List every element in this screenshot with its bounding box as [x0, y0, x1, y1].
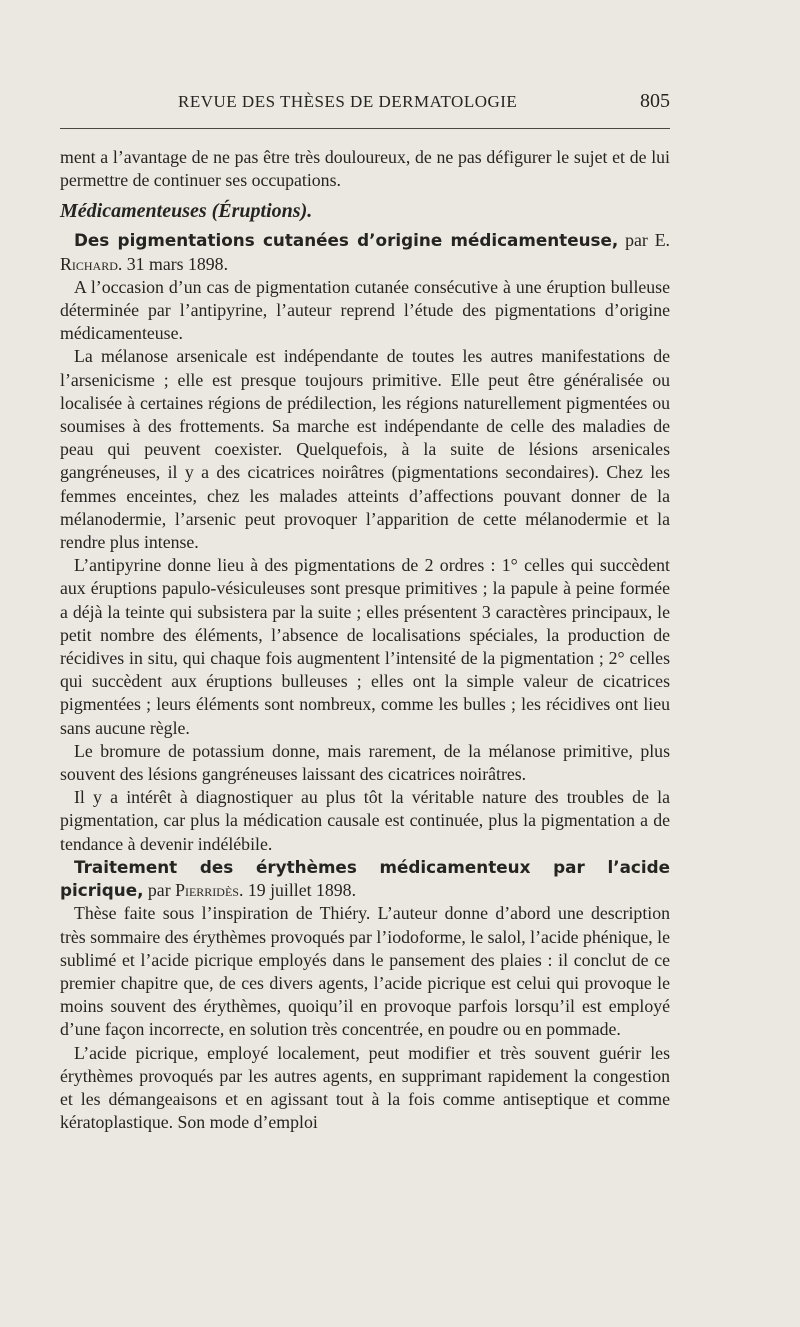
- paragraph: Thèse faite sous l’inspiration de Thiéry. L’auteur donne d’abord une description très sommaire des érythèmes provoqués par l’iodoforme, le salol, l’acide phénique, le sublimé et l’acide picrique employés dans le pansement des plaies : il conclut de ce premier chapitre que, de ces divers agents, l’acide picrique est celui qui provoque le moins souvent des érythèmes, quoiqu’il en provoque parfois lorsqu’il est employé d’une façon incorrecte, en solution très concentrée, en poudre ou en pommade.: [60, 903, 670, 1040]
- continuation-paragraph: ment a l’avantage de ne pas être très douloureux, de ne pas défigurer le sujet et de lui permettre de continuer ses occupations.: [60, 147, 670, 191]
- entry-by: par: [143, 880, 176, 901]
- body-text: [60, 146, 670, 1134]
- entry-heading: [60, 856, 670, 902]
- running-title: REVUE DES THÈSES DE DERMATOLOGIE: [178, 92, 518, 111]
- entry-author: Pierridès: [175, 880, 239, 901]
- page-number: 805: [640, 90, 670, 112]
- paragraph: L’acide picrique, employé localement, peut modifier et très souvent guérir les érythèmes provoqués par les autres agents, en supprimant rapidement la congestion et les démangeaisons et en agissant tout à la fois comme antiseptique et comme kératoplastique. Son mode d’emploi: [60, 1042, 670, 1133]
- entry-by: par E.: [618, 230, 671, 251]
- section-heading: Médicamenteuses (Éruptions).: [60, 200, 313, 223]
- entry-heading: [60, 229, 670, 275]
- entry-title: Des pigmentations cutanées d’origine médicamenteuse,: [74, 230, 619, 251]
- paragraph: Il y a intérêt à diagnostiquer au plus tôt la véritable nature des troubles de la pigmentation, car plus la médication causale est continuée, plus la pigmentation a de tendance à devenir indélébile.: [60, 787, 670, 854]
- entry-date: . 31 mars 1898.: [117, 253, 229, 274]
- paragraph: L’antipyrine donne lieu à des pigmentations de 2 ordres : 1° celles qui succèdent aux éruptions papulo-vésiculeuses sont presque primitives ; la papule à peine formée a déjà la teinte qui subsistera par la suite ; elles présentent 3 caractères principaux, le petit nombre des éléments, l’absence de localisations spéciales, la production de récidives in situ, qui chaque fois augmentent l’intensité de la pigmentation ; 2° celles qui succèdent aux éruptions bulleuses ; elles ont la simple valeur de cicatrices pigmentées ; leurs éléments sont nombreux, comme les bulles ; les récidives ont lieu sans aucune règle.: [60, 555, 670, 738]
- entry-date: . 19 juillet 1898.: [238, 880, 357, 901]
- header-rule: [60, 128, 670, 129]
- paragraph: La mélanose arsenicale est indépendante de toutes les autres manifestations de l’arsenicisme ; elle est presque toujours primitive. Elle peut être généralisée ou localisée à certaines régions de prédilection, les régions naturellement pigmentées ou soumises à des frottements. Sa marche est indépendante de celle des maladies de peau qui peuvent coexister. Quelquefois, à la suite de lésions arsenicales gangréneuses, il y a des cicatrices noirâtres (pigmentations secondaires). Chez les femmes enceintes, chez les malades atteints d’affections pouvant donner de la mélanodermie, l’arsenic peut provoquer l’apparition de cette mélanodermie et la rendre plus intense.: [60, 346, 670, 553]
- paragraph: Le bromure de potassium donne, mais rarement, de la mélanose primitive, plus souvent des lésions gangréneuses laissant des cicatrices noirâtres.: [60, 740, 670, 785]
- running-header: [60, 90, 670, 118]
- entry-author: Richard: [60, 253, 118, 274]
- paragraph: A l’occasion d’un cas de pigmentation cutanée consécutive à une éruption bulleuse déterminée par l’antipyrine, l’auteur reprend l’étude des pigmentations d’origine médicamenteuse.: [60, 276, 670, 344]
- entry-title: Traitement des érythèmes médicamenteux par l’acide picrique,: [60, 856, 670, 901]
